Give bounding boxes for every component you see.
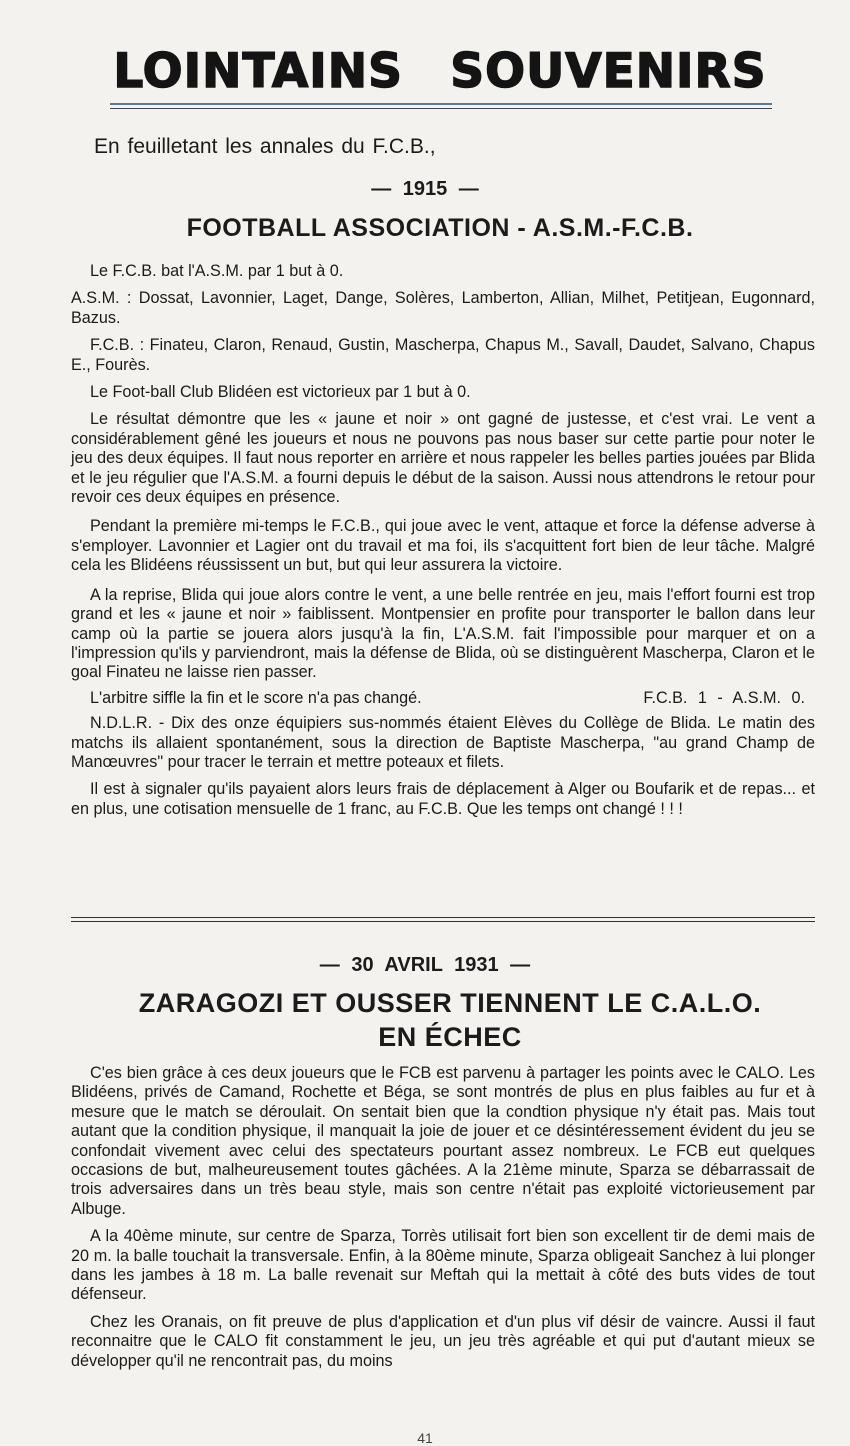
editor-note: N.D.L.R. - Dix des onze équipiers sus-nommés étaient Elèves du Collège de Blida. Le matin des matchs ils allaient spontanément, sous la direction de Baptiste Mascherpa, "au grand Champ de Manœuvres" pour tracer le terrain et mettre poteaux et filets.	[71, 714, 815, 771]
intro-line: En feuilletant les annales du F.C.B.,	[94, 135, 436, 158]
article1-paragraph: A la reprise, Blida qui joue alors contre le vent, a une belle rentrée en jeu, mais l'effort fourni est trop grand et les « jaune et noir » faiblissent. Montpensier en profite pour transporter le ballon dans leur camp où la partie se jouera alors jusqu'à la fin, L'A.S.M. fait l'impossible pour marquer et on a l'impression qu'ils y parviendront, mais la défense de Blida, où se distinguèrent Mascherpa, Claron et le goal Finateu ne laisse rien passer.	[71, 585, 815, 682]
referee-line	[71, 689, 815, 708]
banner-rule	[110, 103, 772, 105]
referee-text: L'arbitre siffle la fin et le score n'a pas changé.	[90, 688, 422, 707]
article1-paragraph: Le Foot-ball Club Blidéen est victorieux par 1 but à 0.	[90, 383, 471, 402]
article2-title-line: ZARAGOZI ET OUSSER TIENNENT LE C.A.L.O.	[138, 988, 762, 1018]
article2-title	[20, 986, 850, 1054]
final-score: F.C.B. 1 - A.S.M. 0.	[643, 688, 805, 707]
article1-paragraph: F.C.B. : Finateu, Claron, Renaud, Gustin, Mascherpa, Chapus M., Savall, Daudet, Salvano, Chapus E., Fourès.	[71, 336, 815, 374]
page-number: 41	[417, 1430, 433, 1446]
article1-title: FOOTBALL ASSOCIATION - A.S.M.-F.C.B.	[186, 214, 694, 242]
article1-dateline: — 1915 —	[371, 178, 479, 200]
article1-paragraph: Le F.C.B. bat l'A.S.M. par 1 but à 0.	[90, 262, 344, 280]
article1-paragraph: A.S.M. : Dossat, Lavonnier, Laget, Dange, Solères, Lamberton, Allian, Milhet, Petitjean, Eugonnard, Bazus.	[71, 289, 815, 327]
article2-paragraph: C'es bien grâce à ces deux joueurs que le FCB est parvenu à partager les points avec le CALO. Les Blidéens, privés de Camand, Rochette et Béga, se sont montrés de plus en plus faibles au fur et à mesure que le match se déroulait. On sentait bien que la condtion physique n'y était pas. Mais tout autant que la condition physique, il manquait la joie de jouer et ce désintéressement évident du jeu se confondait vivement avec celui des spectateurs pourtant assez nombreux. Le FCB eut quelques occasions de but, malheureusement toutes gâchées. A la 21ème minute, Sparza se débarrassait de trois adversaires dans un très beau style, mais son centre n'était pas exploité victorieusement par Albuge.	[71, 1064, 815, 1218]
article2-title-line: EN ÉCHEC	[378, 1022, 522, 1052]
section-divider	[71, 917, 815, 918]
article2-body	[71, 1064, 815, 1377]
article1-paragraph: Pendant la première mi-temps le F.C.B., qui joue avec le vent, attaque et force la défense adverse à s'employer. Lavonnier et Lagier ont du travail et ma foi, ils s'acquittent fort bien de leur tâche. Malgré cela les Blidéens réussissent un but, but qui leur assurera la victoire.	[71, 517, 815, 575]
article1-body	[71, 262, 815, 825]
article2-paragraph: Chez les Oranais, on fit preuve de plus d'application et d'un plus vif désir de vaincre. Aussi il faut reconnaitre que le CALO fit constamment le jeu, un jeu très agréable et qui put d'autant mieux se développer qu'il ne rencontrait pas, du moins	[71, 1312, 815, 1370]
article2-paragraph: A la 40ème minute, sur centre de Sparza, Torrès utilisait fort bien son excellent tir de demi mais de 20 m. la balle touchait la transversale. Enfin, à la 80ème minute, Sparza obligeait Sanchez à lui plonger dans les jambes à 18 m. La balle revenait sur Meftah qui la mettait à côté des buts vides de tout défenseur.	[71, 1227, 815, 1304]
article1-paragraph: Le résultat démontre que les « jaune et noir » ont gagné de justesse, et c'est vrai. Le vent a considérablement gêné les joueurs et nous ne pouvons pas nous baser sur cette partie pour noter le jeu des deux équipes. Il faut nous reporter en arrière et nous rappeler les belles parties jouées par Blida et le jeu régulier que l'A.S.M. a fourni depuis le début de la saison. Aussi nous attendrons le retour pour revoir ces deux équipes en présence.	[71, 410, 815, 507]
editor-note: Il est à signaler qu'ils payaient alors leurs frais de déplacement à Alger ou Boufarik et de repas... et en plus, une cotisation mensuelle de 1 franc, au F.C.B. Que les temps ont changé ! ! !	[71, 780, 815, 818]
banner-title: LOINTAINS SOUVENIRS	[113, 44, 767, 99]
article2-dateline: — 30 AVRIL 1931 —	[319, 954, 531, 976]
